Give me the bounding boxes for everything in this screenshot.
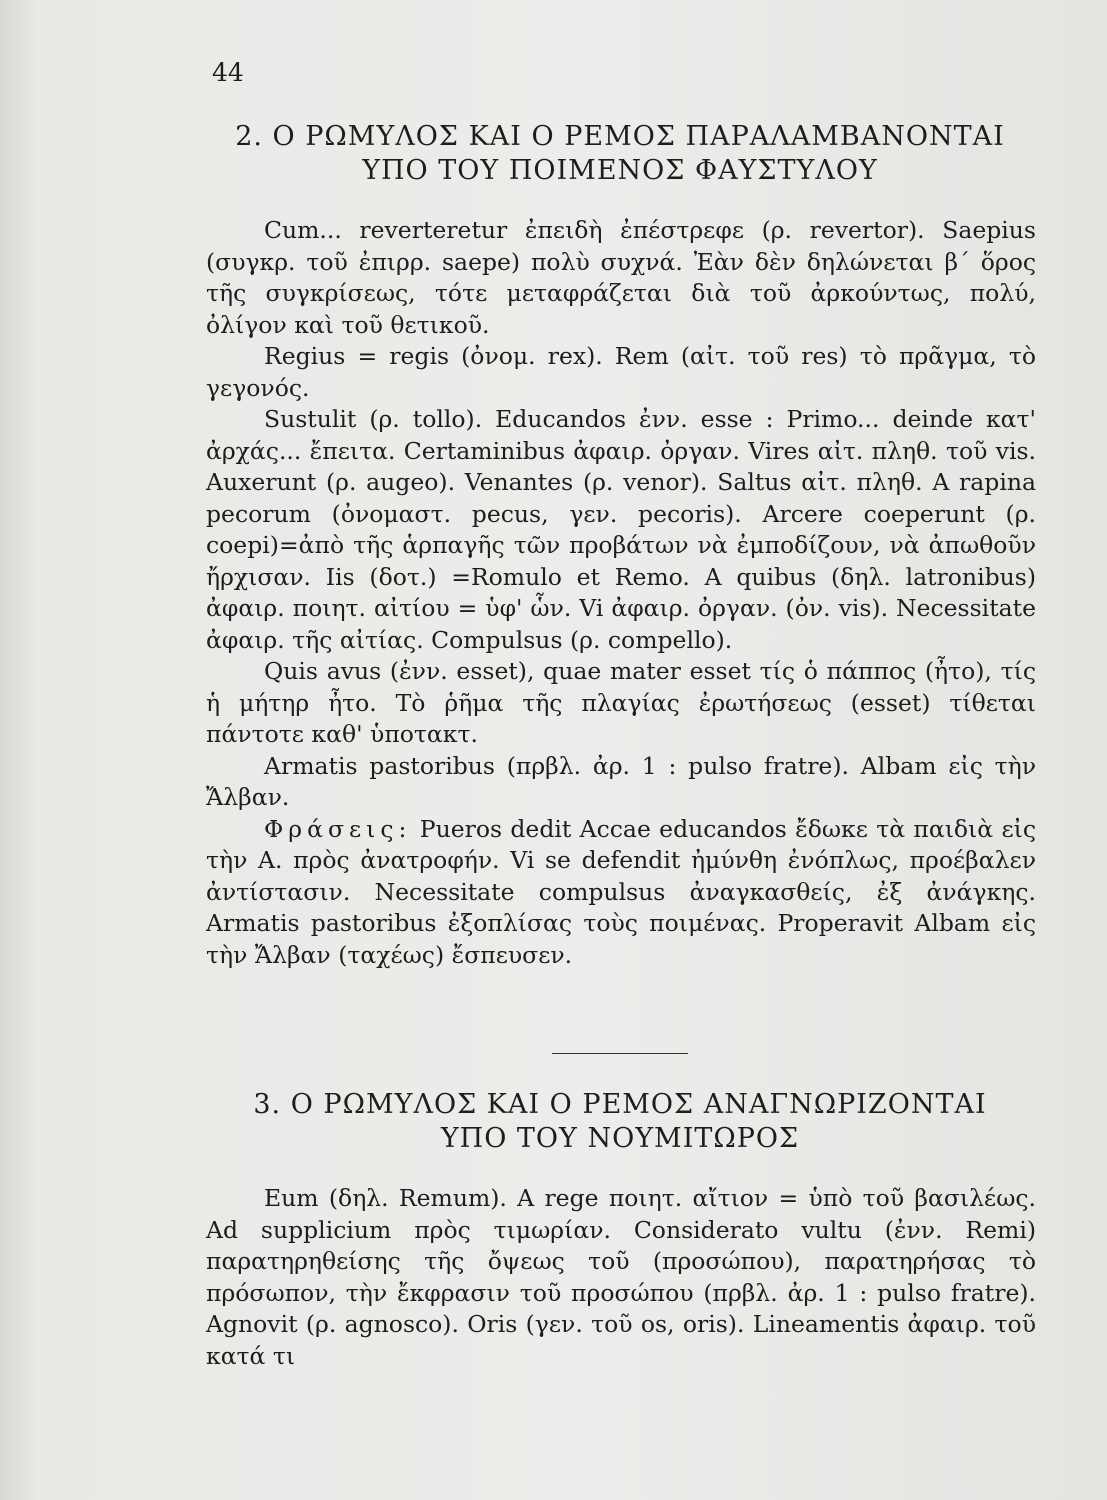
paragraph: Regius = regis (ὀνομ. rex). Rem (αἰτ. τοῦ res) τὸ πρᾶγμα, τὸ γεγονός. bbox=[206, 342, 1036, 402]
phrases-text: Pueros dedit Accae educandos ἔδωκε τὰ παιδιὰ εἰς τὴν Α. πρὸς ἀνατροφήν. Vi se defendit ἠμύνθη ἐνόπλως, προέβαλεν ἀντίστασιν. Necessitate compulsus ἀναγκασθείς, ἐξ ἀνάγκης. Armatis pastoribus ἐξοπλίσας τοὺς ποιμένας. Properavit Albam εἰς τὴν Ἄλβαν (ταχέως) ἔσπευσεν. bbox=[206, 814, 1036, 969]
phrases-paragraph bbox=[206, 814, 1036, 972]
paragraph: Eum (δηλ. Remum). A rege ποιητ. αἴτιον = ὑπὸ τοῦ βασιλέως. Ad supplicium πρὸς τιμωρίαν. Considerato vultu (ἐνν. Remi) παρατηρηθείσης τῆς ὄψεως τοῦ (προσώπου), παρατηρήσας τὸ πρόσωπον, τὴν ἔκφρασιν τοῦ προσώπου (πρβλ. ἀρ. 1 : pulso fratre). Agnovit (ρ. agnosco). Oris (γεν. τοῦ os, oris). Lineamentis ἀφαιρ. τοῦ κατά τι bbox=[206, 1184, 1036, 1370]
page-number: 44 bbox=[212, 58, 244, 87]
paragraph: Armatis pastoribus (πρβλ. ἀρ. 1 : pulso fratre). Albam εἰς τὴν Ἄλβαν. bbox=[206, 751, 1036, 811]
section-3-title-line1: 3. Ο ΡΩΜΥΛΟΣ ΚΑΙ Ο ΡΕΜΟΣ ΑΝΑΓΝΩΡΙΖΟΝΤΑΙ bbox=[253, 1089, 987, 1120]
phrases-label: Φράσεις: bbox=[264, 814, 412, 843]
section-2-body bbox=[206, 215, 1036, 971]
section-2-title-line2: ΥΠΟ ΤΟΥ ΠΟΙΜΕΝΟΣ ΦΑΥΣΤΥΛΟΥ bbox=[362, 155, 878, 186]
paragraph: Quis avus (ἐνν. esset), quae mater esset τίς ὁ πάππος (ἦτο), τίς ἡ μήτηρ ἦτο. Τὸ ῥῆμα τῆς πλαγίας ἐρωτήσεως (esset) τίθεται πάντοτε καθ' ὑποτακτ. bbox=[206, 657, 1036, 748]
paragraph: Cum... reverteretur ἐπειδὴ ἐπέστρεφε (ρ. revertor). Saepius (συγκρ. τοῦ ἐπιρρ. saepe) πολὺ συχνά. Ἐὰν δὲν δηλώνεται β΄ ὅρος τῆς συγκρίσεως, τότε μεταφράζεται διὰ τοῦ ἀρκούντως, πολύ, ὀλίγον καὶ τοῦ θετικοῦ. bbox=[206, 216, 1036, 339]
section-3-title-line2: ΥΠΟ ΤΟΥ ΝΟΥΜΙΤΩΡΟΣ bbox=[440, 1123, 800, 1154]
section-2-heading bbox=[200, 120, 1040, 188]
paragraph: Sustulit (ρ. tollo). Educandos ἐνν. esse : Primo... deinde κατ' ἀρχάς... ἔπειτα. Certaminibus ἀφαιρ. ὀργαν. Vires αἰτ. πληθ. τοῦ vis. Auxerunt (ρ. augeo). Venantes (ρ. venor). Saltus αἰτ. πληθ. A rapina pecorum (ὀνομαστ. pecus, γεν. pecoris). Arcere coeperunt (ρ. coepi)=ἀπὸ τῆς ἁρπαγῆς τῶν προβάτων νὰ ἐμποδίζουν, νὰ ἀπωθοῦν ἤρχισαν. Iis (δοτ.) =Romulo et Remo. A quibus (δηλ. latronibus) ἀφαιρ. ποιητ. αἰτίου = ὑφ' ὧν. Vi ἀφαιρ. ὀργαν. (ὀν. vis). Necessitate ἀφαιρ. τῆς αἰτίας. Compulsus (ρ. compello). bbox=[206, 405, 1036, 654]
section-3-body bbox=[206, 1183, 1036, 1372]
section-3-heading bbox=[200, 1088, 1040, 1156]
section-divider bbox=[552, 1053, 688, 1054]
section-2-title-line1: 2. Ο ΡΩΜΥΛΟΣ ΚΑΙ Ο ΡΕΜΟΣ ΠΑΡΑΛΑΜΒΑΝΟΝΤΑΙ bbox=[235, 121, 1005, 152]
